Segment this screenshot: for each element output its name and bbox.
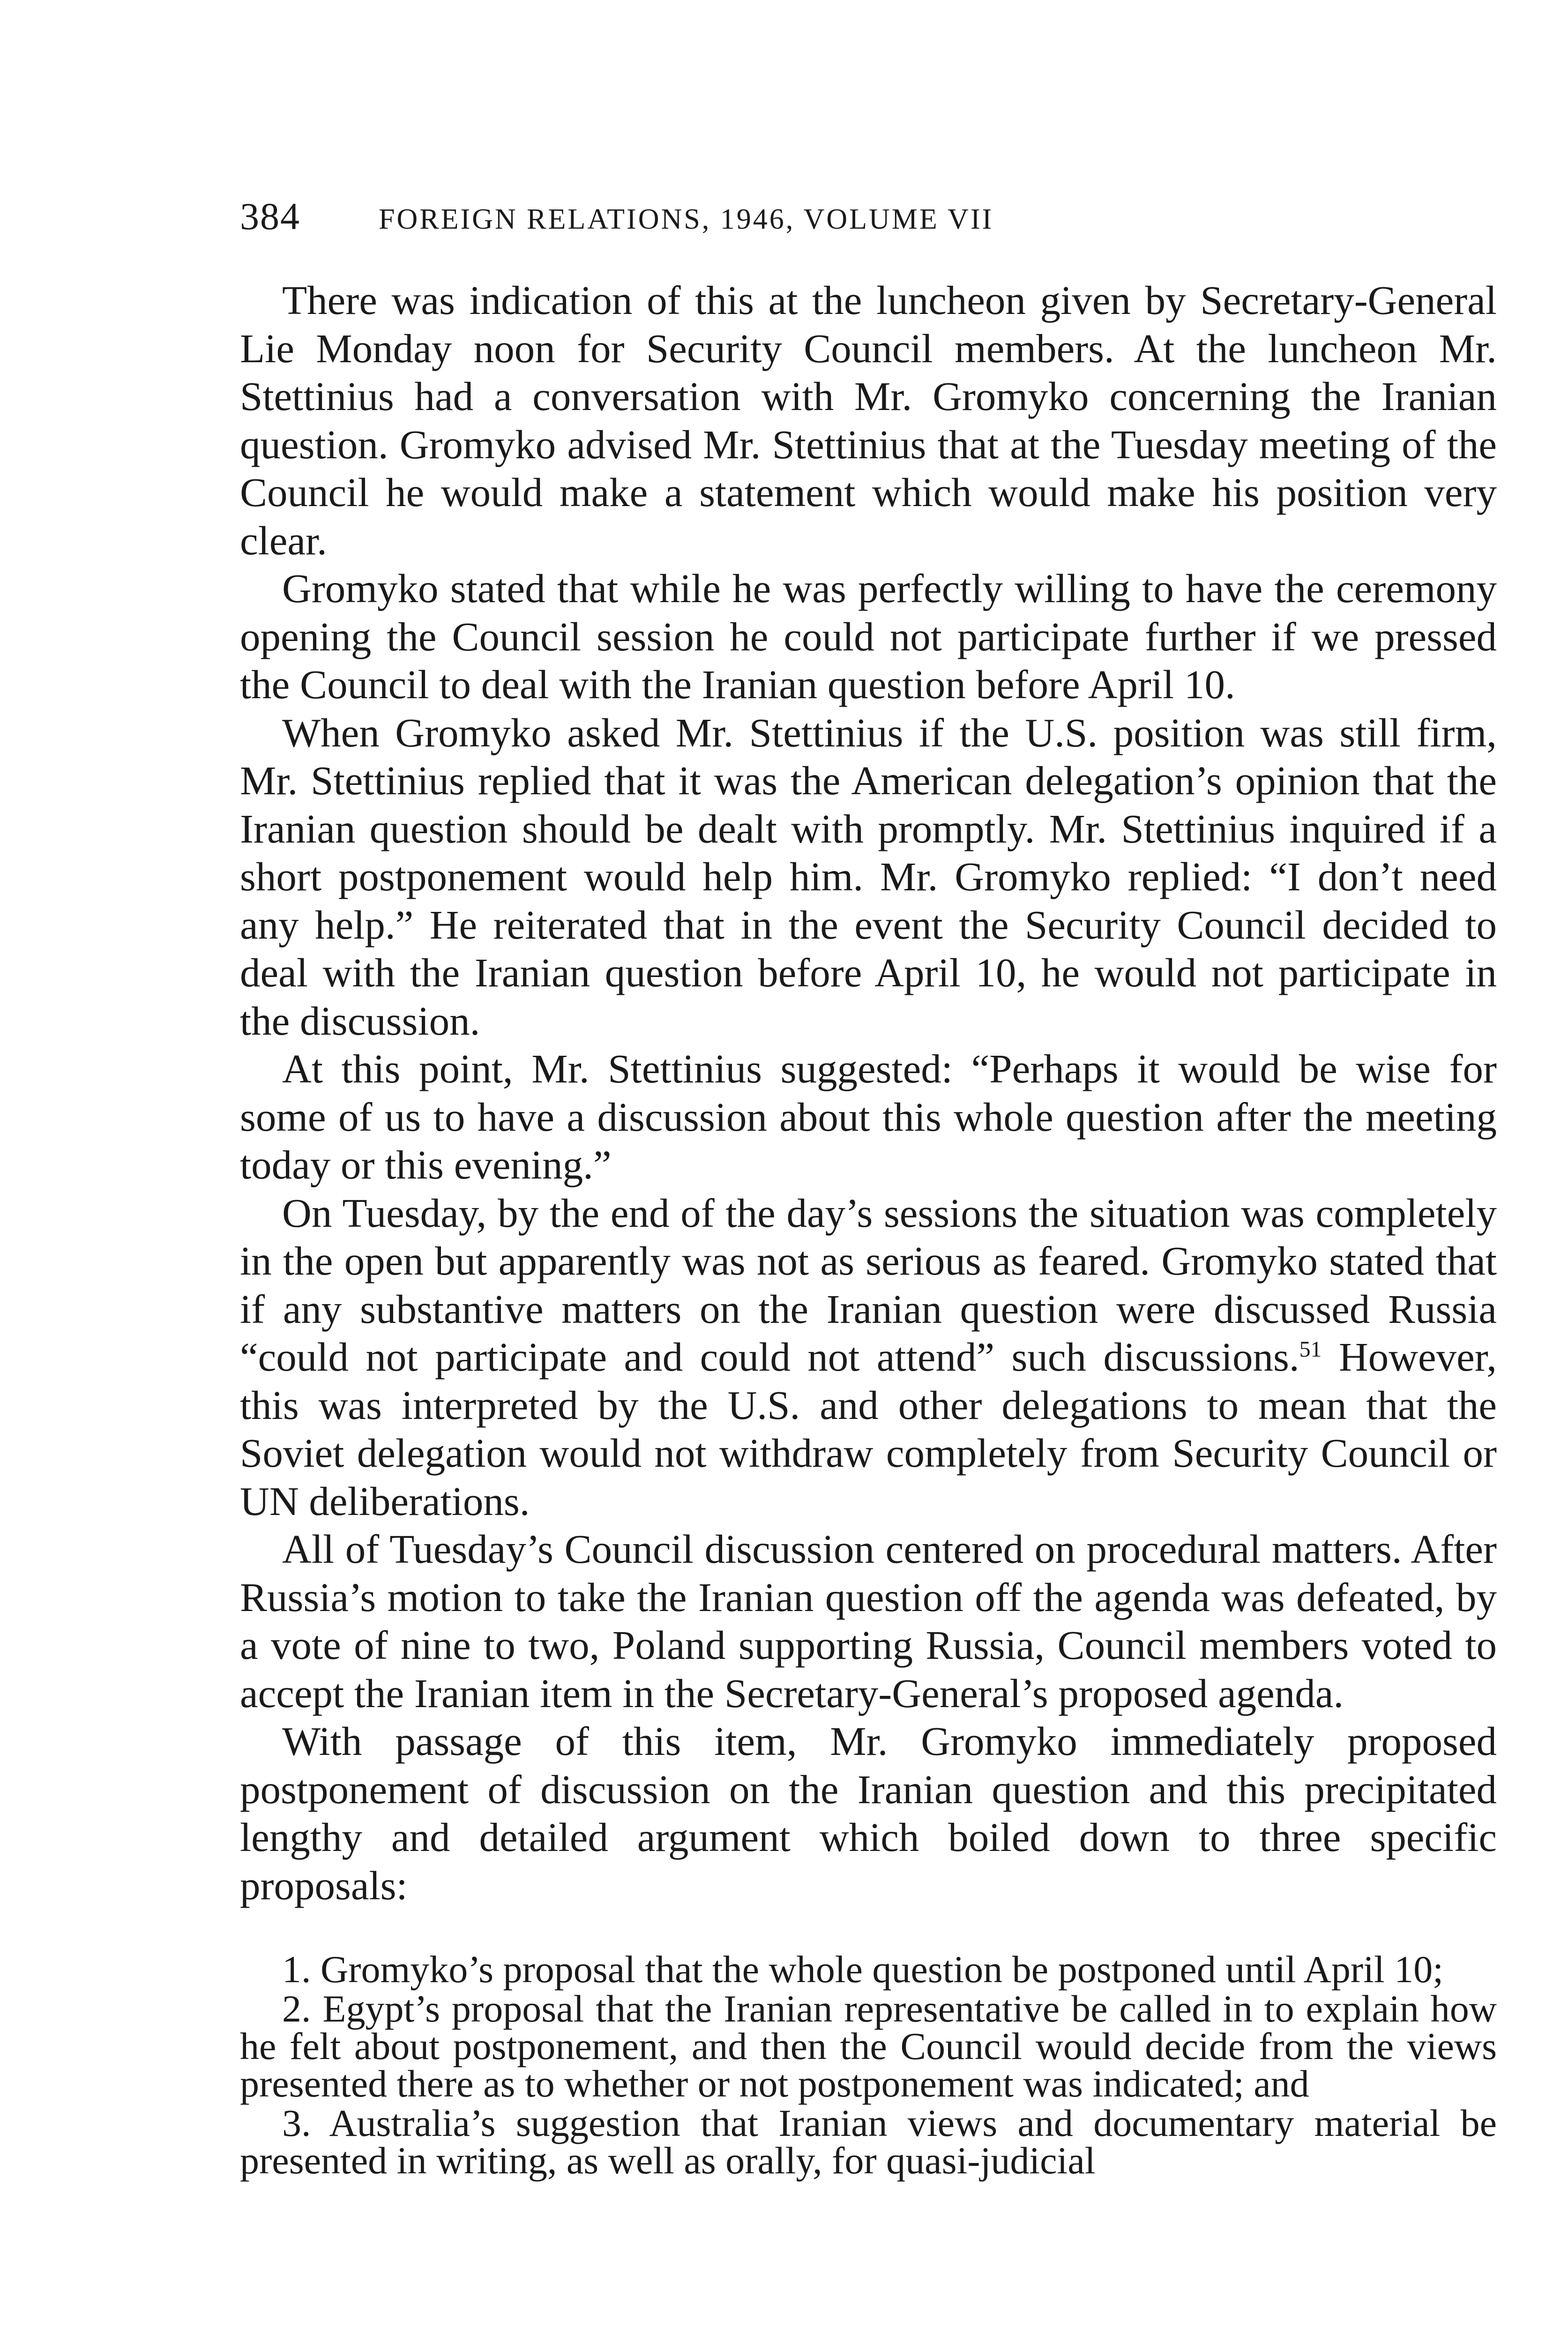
list-item: 3. Australia’s suggestion that Iranian views and documentary material be presented in writing, as well as orally, for quasi-judicial [240,2102,1497,2182]
paragraph: All of Tuesday’s Council discussion centered on procedural matters. After Russia’s motion to take the Iranian question off the agenda was defeated, by a vote of nine to two, Poland supporting Russia, Council members voted to accept the Iranian item in the Secretary-General’s proposed agenda. [240,1526,1497,1716]
paragraph: At this point, Mr. Stettinius suggested: “Perhaps it would be wise for some of us to have a discussion about this whole question after the meeting today or this evening.” [240,1046,1497,1187]
paragraph: There was indication of this at the luncheon given by Secretary-General Lie Monday noon for Security Council members. At the luncheon Mr. Stettinius had a conversation with Mr. Gromyko concerning the Iranian question. Gromyko advised Mr. Stettinius that at the Tuesday meeting of the Council he would make a statement which would make his position very clear. [240,277,1497,563]
paragraph-text: On Tuesday, by the end of the day’s sessions the situation was completely in the open but apparently was not as serious as feared. Gromyko stated that if any substantive matters on the Iranian question were discussed Russia “could not participate and could not attend” such discussions. [240,1190,1497,1380]
paragraph: With passage of this item, Mr. Gromyko immediately proposed postponement of discussion on the Iranian question and this precipitated lengthy and detailed argument which boiled down to three specific proposals: [240,1718,1497,1908]
footnote-reference[interactable]: 51 [1299,1337,1322,1362]
body-text [240,276,1497,2181]
paragraph [240,1189,1497,1526]
list-item: 2. Egypt’s proposal that the Iranian representative be called in to explain how he felt about postponement, and then the Council would decide from the views presented there as to whether or not postponement was indicated; and [240,1987,1497,2105]
paragraph: Gromyko stated that while he was perfectly willing to have the ceremony opening the Council session he could not participate further if we pressed the Council to deal with the Iranian question before April 10. [240,566,1497,707]
running-head: FOREIGN RELATIONS, 1946, VOLUME VII [379,203,994,235]
list-item: 1. Gromyko’s proposal that the whole question be postponed until April 10; [282,1948,1443,1991]
paragraph: When Gromyko asked Mr. Stettinius if the U.S. position was still firm, Mr. Stettinius replied that it was the American delegation’s opinion that the Iranian question should be dealt with promptly. Mr. Stettinius inquired if a short postponement would help him. Mr. Gromyko replied: “I don’t need any help.” He reiterated that in the event the Security Council decided to deal with the Iranian question before April 10, he would not participate in the discussion. [240,709,1497,1044]
page-header [240,194,1505,246]
proposals-list [240,1948,1497,2182]
paragraph-text: However, this was interpreted by the U.S. and other delegations to mean that the Soviet delegation would not withdraw completely from Security Council or UN deliberations. [240,1334,1497,1524]
page-number: 384 [240,195,300,238]
